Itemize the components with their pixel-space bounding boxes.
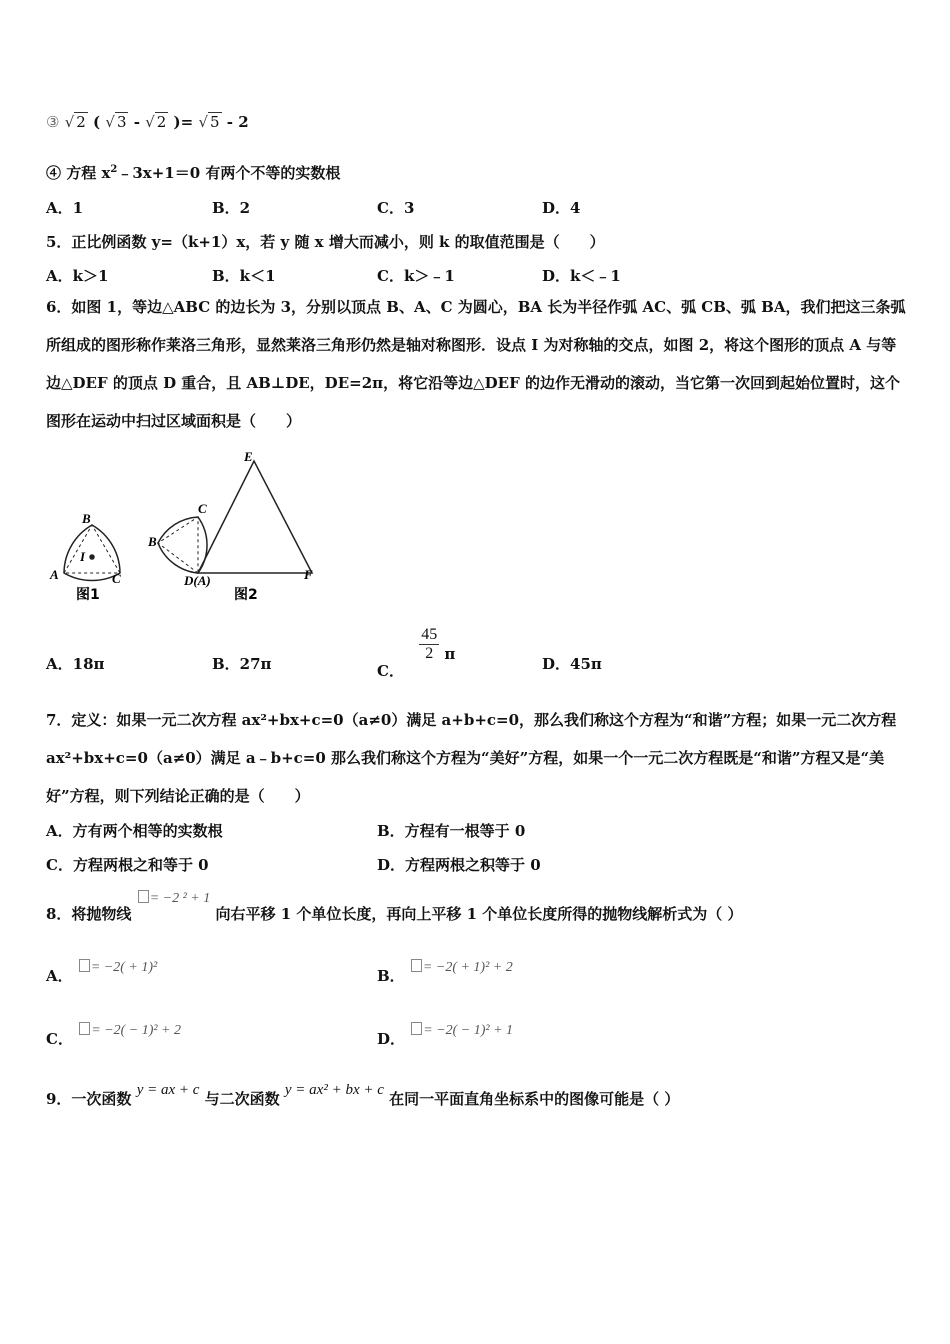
q8-suffix: 向右平移 1 个单位长度，再向上平移 1 个单位长度所得的抛物线解析式为（ ） — [215, 905, 743, 923]
item-3-tail: - 2 — [226, 113, 249, 131]
item-4 — [46, 162, 340, 183]
q7-option-b[interactable]: B．方程有一根等于 0 — [377, 822, 526, 840]
sqrt-3: 3 — [116, 113, 127, 131]
q7-option-a[interactable]: A．方有两个相等的实数根 — [46, 822, 223, 840]
q4-option-a[interactable]: A．1 — [46, 199, 84, 217]
equilateral-triangle-def — [198, 461, 312, 573]
q7-option-d[interactable]: D．方程两根之积等于 0 — [377, 856, 541, 874]
q8-prefix: 8．将抛物线 — [46, 905, 132, 923]
fig2-label-f: F — [304, 567, 313, 582]
q6-option-c-fraction — [419, 626, 439, 663]
q8-option-b-formula-text: = −2( + 1)² + 2 — [422, 960, 513, 975]
q8-option-b-label: B． — [377, 967, 405, 985]
q6-option-c-pi: π — [444, 644, 456, 663]
q8-option-a[interactable] — [46, 955, 158, 985]
q8-option-d-formula-text: = −2( − 1)² + 1 — [423, 1023, 514, 1038]
q8-option-b-formula — [410, 960, 513, 975]
fig2-label-d: D(A) — [184, 573, 211, 588]
fraction-numerator: 45 — [421, 626, 438, 643]
q8-formula-text: = −2 ² + 1 — [149, 891, 211, 906]
q8-option-c[interactable] — [46, 1018, 181, 1048]
q8-option-c-formula — [78, 1023, 181, 1038]
fig2-label-c: C — [198, 501, 207, 516]
item-4-sup: 2 — [110, 164, 118, 175]
q6-option-c[interactable] — [377, 626, 456, 680]
item-4-label: ④ 方程 x — [46, 164, 111, 182]
fig2-label-e: E — [244, 449, 253, 464]
sqrt-2b: 2 — [156, 113, 167, 131]
q6-option-a[interactable]: A．18π — [46, 655, 105, 673]
q5-option-b[interactable]: B．k＜1 — [212, 267, 276, 285]
q4-option-d[interactable]: D．4 — [542, 199, 581, 217]
q6-figure — [46, 447, 326, 611]
item-3-label: ③ — [46, 113, 60, 131]
q5-option-c[interactable]: C．k＞﹣1 — [377, 267, 455, 285]
fraction-denominator: 2 — [425, 645, 434, 662]
q8-option-c-label: C． — [46, 1030, 73, 1048]
q6-option-c-label: C． — [377, 661, 404, 680]
reuleaux-triangle-fig2 — [158, 517, 207, 573]
q4-option-c[interactable]: C．3 — [377, 199, 415, 217]
q8-option-c-formula-text: = −2( − 1)² + 2 — [91, 1023, 181, 1038]
fig2-caption: 图2 — [234, 587, 258, 603]
q6-figure-svg — [46, 447, 326, 607]
q6-option-d[interactable]: D．45π — [542, 655, 602, 673]
fig2-label-b: B — [148, 534, 157, 549]
equals-sign: )= — [173, 113, 194, 131]
q8-option-d[interactable] — [377, 1018, 514, 1048]
q6-option-b[interactable]: B．27π — [212, 655, 272, 673]
q8-option-a-label: A． — [46, 967, 73, 985]
q9-quadratic-formula: y = ax² + bx + c — [284, 1082, 384, 1098]
q5-stem: 5．正比例函数 y=（k+1）x，若 y 随 x 增大而减小，则 k 的取值范围是（ ） — [46, 233, 605, 251]
item-3: ③ √ 2 ( √ 3 - √ 2 )= √ 5 - 2 — [46, 113, 249, 131]
fig1-label-i: I — [80, 549, 86, 564]
fig1-label-b: B — [82, 511, 91, 526]
paren-open: ( — [93, 113, 101, 131]
q8-option-a-formula-text: = −2( + 1)² — [90, 960, 158, 975]
q8-option-d-label: D． — [377, 1030, 406, 1048]
q9-prefix: 9．一次函数 — [46, 1090, 132, 1108]
q5-option-a[interactable]: A．k＞1 — [46, 267, 109, 285]
minus-sign: - — [133, 113, 140, 131]
q9-linear-formula: y = ax + c — [136, 1082, 200, 1098]
q4-option-b[interactable]: B．2 — [212, 199, 251, 217]
q8-stem — [46, 886, 743, 923]
fig1-caption: 图1 — [76, 587, 100, 603]
q7-stem: 7．定义：如果一元二次方程 ax²+bx+c=0（a≠0）满足 a+b+c=0，那么我们称这个方程为“和谐”方程；如果一元二次方程 ax²+bx+c=0（a≠0）满足 a﹣b+c=0 那么我们称这个方程为“美好”方程，如果一个一元二次方程既是“和谐”方程又是“美好”方程，则下列结论正确的是（ ） — [46, 711, 897, 805]
q7-option-c[interactable]: C．方程两根之和等于 0 — [46, 856, 209, 874]
q9-middle: 与二次函数 — [204, 1090, 280, 1108]
q8-formula — [137, 891, 211, 906]
q8-option-b[interactable] — [377, 955, 513, 985]
q8-option-d-formula — [410, 1023, 513, 1038]
sqrt-5: 5 — [210, 113, 220, 131]
q9-suffix: 在同一平面直角坐标系中的图像可能是（ ） — [389, 1090, 680, 1108]
q9-stem — [46, 1078, 680, 1108]
q6-stem: 6．如图 1，等边△ABC 的边长为 3，分别以顶点 B、A、C 为圆心，BA 长为半径作弧 AC、弧 CB、弧 BA，我们把这三条弧所组成的图形称作莱洛三角形，显然莱洛三角形仍然是轴对称图形．设点 I 为对称轴的交点，如图 2，将这个图形的顶点 A 与等边△DEF 的顶点 D 重合，且 AB⊥DE，DE=2π，将它沿等边△DEF 的边作无滑动的滚动，当它第一次回到起始位置时，这个图形在运动中扫过区域面积是（ ） — [46, 298, 906, 430]
q8-option-a-formula — [78, 960, 157, 975]
fig1-label-a: A — [50, 567, 59, 582]
fig1-label-c: C — [112, 571, 121, 586]
item-4-text: ﹣3x+1＝0 有两个不等的实数根 — [117, 164, 341, 182]
q5-option-d[interactable]: D．k＜﹣1 — [542, 267, 621, 285]
sqrt-2: 2 — [76, 113, 86, 131]
